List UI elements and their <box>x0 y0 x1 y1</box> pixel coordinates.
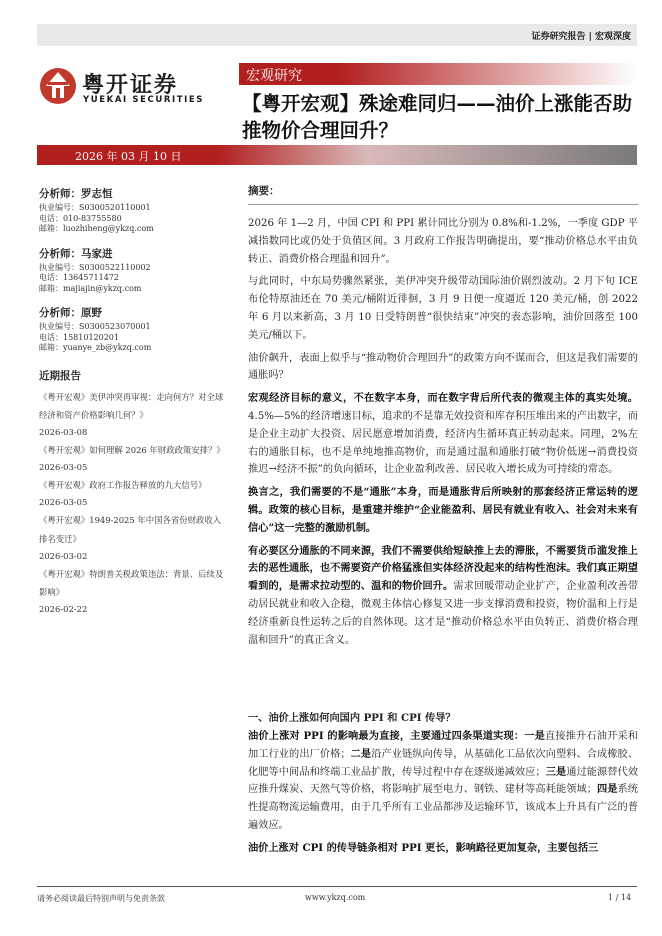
section-banner <box>239 63 637 85</box>
body-text: 沿产业链纵向传导，从基础化工品依次向塑料、合成橡胶、化肥等中间品和终端工业品扩散，传导过程中存在逐级递减效应； <box>248 748 639 778</box>
emphasis: 三是 <box>545 765 567 778</box>
recent-report-item[interactable] <box>39 476 229 511</box>
analyst-name: 分析师：罗志恒 <box>39 188 113 200</box>
recent-report-title[interactable]: 《粤开宏观》美伊冲突再审视：走向何方？对全球经济和资产价格影响几何？》 <box>39 391 224 420</box>
recent-report-title[interactable]: 《粤开宏观》特朗普关税政策违法：背景、后续及影响》 <box>39 568 224 597</box>
recent-report-title[interactable]: 《粤开宏观》1949-2025 年中国各省份财政收入排名变迁》 <box>39 515 222 544</box>
summary-heading: 摘要： <box>248 185 280 197</box>
summary-divider <box>248 204 638 205</box>
analyst-email[interactable]: 邮箱：luozhiheng@ykzq.com <box>39 224 154 233</box>
footer-divider <box>37 886 637 887</box>
summary-paragraph-3: 油价飙升，表面上似乎与“推动物价合理回升”的政策方向不谋而合，但这是我们需要的通胀吗？ <box>248 352 638 382</box>
emphasis: 一是 <box>524 730 545 742</box>
header-bar <box>37 24 637 46</box>
date-bar <box>37 145 637 165</box>
recent-reports-heading: 近期报告 <box>39 369 81 382</box>
analyst-license: 执业编号：S0300523070001 <box>39 322 151 331</box>
body-text: 系统性提高物流运输费用，由于几乎所有工业品都涉及运输环节，该成本上升具有广泛的普遍效应。 <box>248 784 638 831</box>
emphasis: 有必要区分通胀的不同来源，我们不需要供给短缺推上去的滞胀，不需要货币滥发推上去的恶性通胀，也不需要资产价格猛涨但实体经济没起来的结构性泡沫。我们真正期望看到的，是需求拉动型的、温和的物价回升。 <box>248 544 638 593</box>
analyst-block <box>39 186 229 235</box>
analyst-license: 执业编号：S0300520110001 <box>39 203 151 212</box>
analyst-block <box>39 246 229 295</box>
banner-label: 宏观研究 <box>246 68 302 84</box>
summary-paragraph-2: 与此同时，中东局势骤然紧张，美伊冲突升级带动国际油价剧烈波动。2 月下旬 ICE 布伦特原油还在 70 美元/桶附近徘徊，3 月 9 日便一度逼近 120 美元/桶，创 2022 年 6 月以来新高，3 月 10 日受特朗普“很快结束”冲突的表态影响，油价回落至 100 美元/桶以下。 <box>248 276 638 341</box>
emphasis: 二是 <box>350 747 372 760</box>
emphasis: 宏观经济目标的意义，不在数字本身，而在数字背后所代表的微观主体的真实处境。 <box>248 392 638 405</box>
body-text: 需求回暖带动企业扩产，企业盈利改善带动居民就业和收入企稳，微观主体信心修复又进一步支撑消费和投资，物价温和上行是经济重新良性运转之后的自然体现。这才是“推动价格总水平由负转正、消费价格合理温和回升”的真正含义。 <box>248 581 639 646</box>
page-number: 1 / 14 <box>608 893 632 902</box>
section-paragraph-1 <box>248 728 638 835</box>
analyst-phone: 电话：13645711472 <box>39 273 119 282</box>
summary-paragraph-4 <box>248 390 638 479</box>
logo-text-cn: 粤开证券 <box>82 73 179 98</box>
body-text: 4.5%—5%的经济增速目标，追求的不是靠无效投资和库存积压堆出来的产出数字，而是企业主动扩大投资、居民愿意增加消费，经济内生循环真正转动起来。同理，2%左右的通胀目标，也不是单纯地推高物价，而是通过温和通胀打破“物价低迷→消费投资推迟→经济不振”的负向循环，让企业盈利改善、居民收入增长成为可持续的常态。 <box>248 410 638 476</box>
summary-paragraph-6 <box>248 543 638 650</box>
emphasis: 油价上涨对 CPI 的传导链条相对 PPI 更长，影响路径更加复杂，主要包括三 <box>248 841 599 854</box>
analyst-email[interactable]: 邮箱：majiajin@ykzq.com <box>39 283 142 293</box>
analyst-phone: 电话：15810120201 <box>39 332 119 342</box>
analyst-name: 分析师：马家进 <box>39 247 113 260</box>
footer-disclaimer: 请务必阅读最后特别声明与免责条款 <box>37 894 165 903</box>
logo-emblem-icon <box>38 66 78 106</box>
recent-report-title[interactable]: 《粤开宏观》政府工作报告释放的九大信号》 <box>39 480 207 491</box>
recent-report-item[interactable] <box>39 511 229 564</box>
logo-text-en: YUEKAI SECURITIES <box>83 95 205 105</box>
section-paragraph-2 <box>248 840 638 858</box>
footer-website-link[interactable]: www.ykzq.com <box>305 893 366 902</box>
recent-report-date: 2026-03-08 <box>39 426 88 437</box>
section-body <box>248 728 638 863</box>
analyst-phone: 电话：010-83755580 <box>39 213 122 223</box>
analyst-email[interactable]: 邮箱：yuanye_zb@ykzq.com <box>39 343 152 352</box>
analyst-block <box>39 305 229 354</box>
report-title: 【粤开宏观】殊途难同归——油价上涨能否助推物价合理回升？ <box>242 92 633 142</box>
section-heading: 一、油价上涨如何向国内 PPI 和 CPI 传导？ <box>248 712 456 724</box>
recent-report-title[interactable]: 《粤开宏观》如何理解 2026 年财政政策安排？》 <box>39 444 225 455</box>
recent-report-date: 2026-03-05 <box>39 462 88 473</box>
emphasis: 换言之，我们需要的不是“通胀”本身，而是通胀背后所映射的那套经济正常运转的逻辑。政策的核心目标，是重建并维护“企业能盈利、居民有就业有收入、社会对未来有信心”这一完整的激励机制。 <box>248 486 638 534</box>
summary-paragraph-5 <box>248 484 638 537</box>
summary-column <box>248 183 638 654</box>
summary-paragraph-1: 2026 年 1—2 月，中国 CPI 和 PPI 累计同比分别为 0.8%和-1.2%，一季度 GDP 平减指数同比或仍处于负值区间。3 月政府工作报告明确提出，要“推动价格总水平由负转正、消费价格合理温和回升”。 <box>248 218 638 265</box>
analyst-name: 分析师：原野 <box>39 307 102 319</box>
recent-report-item[interactable] <box>39 441 229 476</box>
report-date: 2026 年 03 月 10 日 <box>75 150 182 163</box>
recent-report-date: 2026-02-22 <box>39 604 88 615</box>
emphasis: 油价上涨对 PPI 的影响最为直接，主要通过四条渠道实现： <box>248 730 525 742</box>
sidebar <box>39 186 229 618</box>
analyst-license: 执业编号：S0300522110002 <box>39 262 151 272</box>
report-type-tag: 证券研究报告 | 宏观深度 <box>531 32 631 42</box>
emphasis: 四是 <box>596 783 618 796</box>
recent-report-date: 2026-03-05 <box>39 497 88 508</box>
recent-report-date: 2026-03-02 <box>39 550 88 561</box>
body-text: 直接推升石油开采和加工行业的出厂价格； <box>248 731 639 760</box>
body-text: 通过能源替代效应推升煤炭、天然气等价格，将影响扩展至电力、钢铁、建材等高耗能领域； <box>248 766 639 796</box>
recent-report-item[interactable] <box>39 388 229 441</box>
recent-report-item[interactable] <box>39 565 229 618</box>
company-logo <box>38 66 228 106</box>
